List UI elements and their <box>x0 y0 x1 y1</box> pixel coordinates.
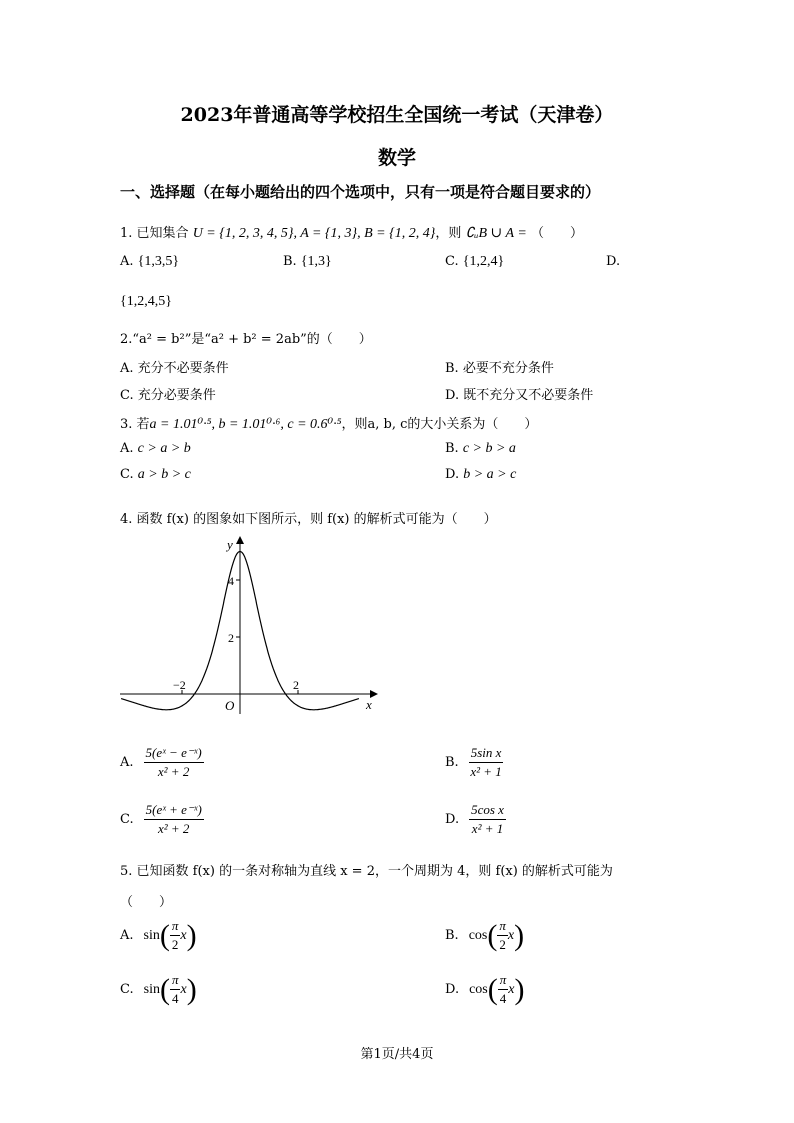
option-value: a > b > c <box>137 467 191 482</box>
option-letter: A. <box>120 928 134 943</box>
q3-option-d <box>445 467 516 483</box>
option-value: {1,2,4} <box>462 254 505 269</box>
option-fraction <box>469 802 506 837</box>
fraction-numerator: π <box>170 972 181 990</box>
option-value: 充分不必要条件 <box>137 361 229 376</box>
fraction-denominator: x² + 1 <box>471 821 504 836</box>
option-value: b > a > c <box>463 467 517 482</box>
option-value: {1,3} <box>300 254 332 269</box>
q5-stem: 5. 已知函数 f(x) 的一条对称轴为直线 x = 2，一个周期为 4，则 f(x) 的解析式可能为 <box>120 864 613 879</box>
option-value: c > a > b <box>137 441 191 456</box>
option-value: c > b > a <box>462 441 516 456</box>
option-fraction <box>497 918 508 953</box>
q5-option-a: A. sin ( $\frac{\pi}{2}$ x ) <box>120 918 197 952</box>
q3-option-b <box>445 441 516 457</box>
option-letter: B. <box>445 361 459 376</box>
q4-option-d <box>445 802 506 837</box>
q5-option-b: B. cos ( $\frac{\pi}{2}$ x ) <box>445 918 525 952</box>
page-footer: 第1页/共4页 <box>360 1047 434 1062</box>
q5-option-c: C. sin ( $\frac{\pi}{4}$ x ) <box>120 972 197 1006</box>
q1-sets: U = {1, 2, 3, 4, 5}, A = {1, 3}, B = {1, 2, 4} <box>192 226 436 241</box>
option-fraction <box>170 918 181 953</box>
fraction-denominator: x² + 2 <box>157 821 190 836</box>
trig-function: sin <box>143 927 160 943</box>
q3-expr: a = 1.01⁰·⁵, b = 1.01⁰·⁶, c = 0.6⁰·⁵ <box>149 417 342 432</box>
fraction-denominator: 4 <box>499 991 507 1006</box>
q4-stem: 4. 函数 f(x) 的图象如下图所示，则 f(x) 的解析式可能为（ ） <box>120 512 497 527</box>
function-graph <box>115 532 385 717</box>
trig-function: cos <box>468 927 488 943</box>
x-tick-2: 2 <box>293 678 299 692</box>
y-tick-4: 4 <box>228 574 234 588</box>
q3-stem-text: 3. 若 <box>120 417 150 432</box>
option-value: {1,3,5} <box>137 254 180 269</box>
variable: x <box>180 981 187 997</box>
q1-stem <box>120 222 583 242</box>
fraction-denominator: x² + 1 <box>470 764 502 779</box>
option-letter: D. <box>445 388 460 403</box>
option-letter: A. <box>120 254 134 269</box>
fraction-denominator: 4 <box>171 991 179 1006</box>
subject-title: 数学 <box>377 147 416 169</box>
variable: x <box>507 927 515 943</box>
fraction-numerator: π <box>170 918 181 936</box>
fraction-numerator: π <box>498 972 509 990</box>
q4-option-c <box>120 802 204 837</box>
q1-option-b <box>283 254 332 270</box>
q1-option-a <box>120 254 179 270</box>
q3-option-a <box>120 441 191 457</box>
x-axis-label: x <box>366 697 372 712</box>
option-letter: B. <box>445 928 459 943</box>
fraction-numerator: 5(eˣ + e⁻ˣ) <box>144 802 204 820</box>
option-letter: B. <box>445 441 459 456</box>
trig-function: sin <box>143 981 160 997</box>
q5-blank: （ ） <box>120 895 173 910</box>
q1-stem-text: 1. 已知集合 <box>120 226 189 241</box>
fraction-numerator: 5(eˣ − e⁻ˣ) <box>144 745 204 763</box>
section-heading: 一、选择题（在每小题给出的四个选项中，只有一项是符合题目要求的） <box>120 183 601 201</box>
option-letter: C. <box>120 388 134 403</box>
option-letter: B. <box>445 755 459 770</box>
x-tick-neg2: −2 <box>173 678 186 692</box>
trig-function: cos <box>469 981 488 997</box>
option-letter: B. <box>283 254 297 269</box>
q4-option-a <box>120 745 204 780</box>
variable: x <box>180 927 187 943</box>
option-letter: D. <box>445 982 460 997</box>
variable: x <box>508 981 515 997</box>
option-letter: D. <box>606 254 621 269</box>
option-fraction <box>469 745 504 780</box>
option-value: {1,2,4,5} <box>120 294 172 309</box>
q2-option-c <box>120 384 216 403</box>
option-letter: D. <box>445 467 460 482</box>
q2-option-d <box>445 384 593 403</box>
q1-blank: （ ） <box>530 226 583 241</box>
fraction-numerator: 5cos x <box>469 802 506 820</box>
exam-title: 2023年普通高等学校招生全国统一考试（天津卷） <box>180 104 614 126</box>
y-tick-2: 2 <box>228 631 234 645</box>
option-letter: A. <box>120 361 134 376</box>
option-fraction <box>170 972 181 1007</box>
y-axis-label: y <box>227 537 233 552</box>
option-fraction <box>498 972 509 1007</box>
fraction-numerator: 5sin x <box>469 745 504 763</box>
option-letter: A. <box>120 441 134 456</box>
q2-stem: 2.“a² = b²”是“a² + b² = 2ab”的（ ） <box>120 332 372 347</box>
option-fraction <box>144 802 204 837</box>
fraction-denominator: 2 <box>171 937 179 952</box>
q1-then: ，则 <box>435 226 462 241</box>
option-value: 充分必要条件 <box>137 388 216 403</box>
q4-option-b <box>445 745 503 780</box>
q3-stem <box>120 413 537 433</box>
option-letter: C. <box>445 254 459 269</box>
option-fraction <box>144 745 204 780</box>
q1-option-c <box>445 254 504 270</box>
option-value: 必要不充分条件 <box>462 361 554 376</box>
q3-tail: ，则a, b, c的大小关系为（ ） <box>341 417 538 432</box>
option-letter: C. <box>120 467 134 482</box>
q1-option-d <box>606 254 620 269</box>
fraction-numerator: π <box>497 918 508 936</box>
q2-option-b <box>445 357 554 376</box>
origin-label: O <box>225 698 235 713</box>
fraction-denominator: x² + 2 <box>157 764 190 779</box>
fraction-denominator: 2 <box>499 937 506 952</box>
q2-option-a <box>120 357 229 376</box>
q3-option-c <box>120 467 191 483</box>
option-letter: C. <box>120 982 134 997</box>
q1-expr: ∁ᵤB ∪ A = <box>465 226 527 241</box>
q1-option-d-value <box>120 294 172 310</box>
option-letter: A. <box>120 755 134 770</box>
option-letter: D. <box>445 812 460 827</box>
option-value: 既不充分又不必要条件 <box>463 388 594 403</box>
q5-option-d: D. cos ( $\frac{\pi}{4}$ x ) <box>445 972 525 1006</box>
option-letter: C. <box>120 812 134 827</box>
